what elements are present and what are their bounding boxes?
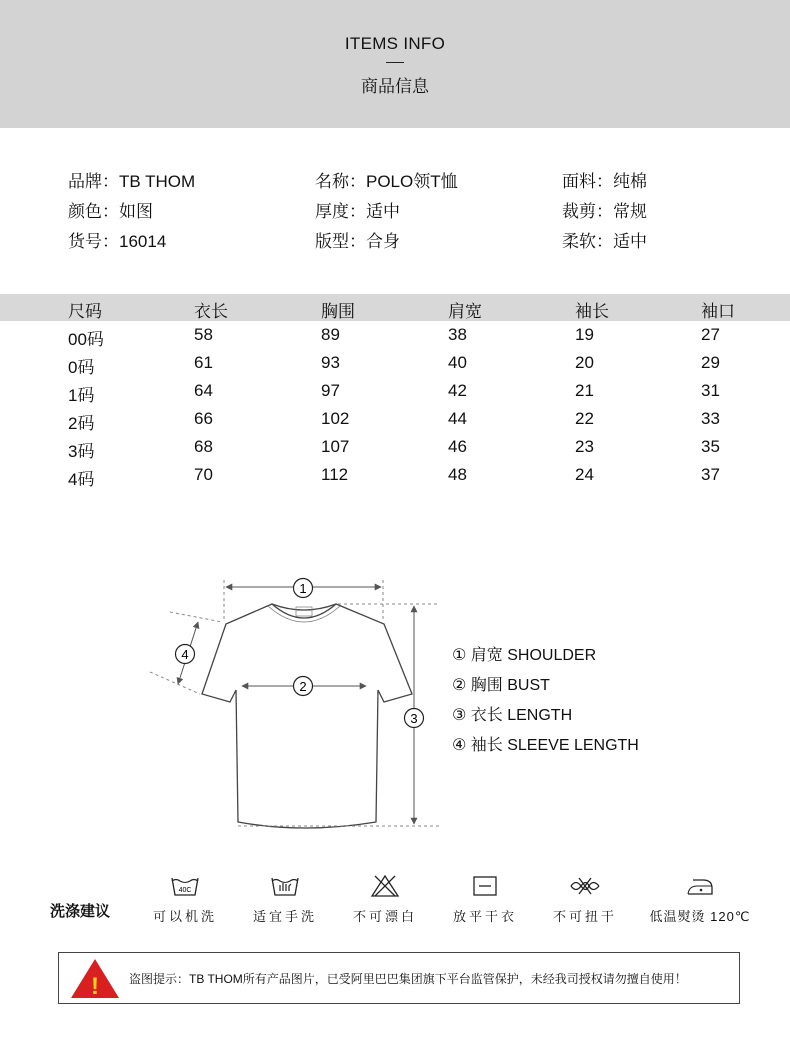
header-title-cn: 商品信息	[361, 77, 429, 96]
size-table-size-cell: 00码	[68, 330, 104, 349]
size-table-value-cell: 33	[701, 409, 720, 428]
copyright-warning	[58, 952, 740, 1004]
wash-item-iron	[640, 874, 760, 925]
size-table-value-cell: 23	[575, 437, 594, 456]
size-table-value-cell: 24	[575, 465, 594, 484]
machine-wash-40c-icon	[170, 874, 200, 898]
warning-icon	[67, 955, 123, 1001]
size-table-header-cell: 胸围	[321, 302, 355, 321]
label-tag	[296, 607, 312, 616]
size-table-value-cell: 31	[701, 381, 720, 400]
size-table-value-cell: 22	[575, 409, 594, 428]
size-table-value-cell: 38	[448, 325, 467, 344]
svg-text:1: 1	[299, 581, 307, 596]
measurement-diagram	[0, 560, 790, 850]
marker-4	[176, 645, 195, 664]
wash-item-wring	[530, 874, 640, 925]
info-color: 颜色：如图	[68, 202, 153, 221]
size-table-value-cell: 27	[701, 325, 720, 344]
wash-item-dry-flat	[430, 874, 540, 925]
size-table-value-cell: 46	[448, 437, 467, 456]
info-name: 名称：POLO领T恤	[315, 172, 458, 191]
size-table-size-cell: 3码	[68, 442, 95, 461]
wash-label-wring: 不可扭干	[552, 909, 617, 924]
size-table-value-cell: 42	[448, 381, 467, 400]
header-title-en: ITEMS INFO	[344, 34, 446, 53]
info-brand: 品牌：TB THOM	[68, 172, 196, 191]
marker-2	[294, 677, 313, 696]
size-table-value-cell: 44	[448, 409, 467, 428]
page-header	[0, 0, 790, 128]
legend-bust: ② 胸围 BUST	[452, 677, 550, 694]
no-bleach-icon	[370, 874, 400, 898]
size-table-header-cell: 尺码	[68, 302, 102, 321]
size-table-value-cell: 21	[575, 381, 594, 400]
iron-low-icon	[685, 874, 715, 898]
size-table-value-cell: 93	[321, 353, 340, 372]
wash-label-hand: 适宜手洗	[252, 909, 317, 924]
wash-label-iron: 低温熨烫 120℃	[649, 909, 751, 924]
wash-item-bleach	[330, 874, 440, 925]
tumble-dry-flat-icon	[470, 874, 500, 898]
info-thickness: 厚度：适中	[315, 202, 400, 221]
size-table-size-cell: 2码	[68, 414, 95, 433]
marker-1	[294, 579, 313, 598]
svg-text:40C: 40C	[178, 887, 192, 894]
svg-text:2: 2	[299, 679, 307, 694]
size-table-value-cell: 97	[321, 381, 340, 400]
size-table-value-cell: 37	[701, 465, 720, 484]
hand-wash-icon	[270, 874, 300, 898]
svg-text:3: 3	[410, 711, 418, 726]
size-table-value-cell: 64	[194, 381, 213, 400]
legend-length: ③ 衣长 LENGTH	[452, 707, 573, 724]
size-table-header-cell: 衣长	[194, 302, 228, 321]
info-item-number: 货号：16014	[68, 232, 167, 251]
wash-label-machine: 可以机洗	[152, 909, 217, 924]
tshirt-diagram	[0, 560, 790, 850]
size-table-size-cell: 4码	[68, 470, 95, 489]
wash-label-bleach: 不可漂白	[352, 909, 417, 924]
size-table-value-cell: 70	[194, 465, 213, 484]
size-table-value-cell: 61	[194, 353, 213, 372]
marker-3	[405, 709, 424, 728]
wash-label-dry-flat: 放平干衣	[452, 909, 517, 924]
size-table-header-cell: 肩宽	[448, 302, 482, 321]
size-table-value-cell: 48	[448, 465, 467, 484]
size-table-value-cell: 29	[701, 353, 720, 372]
size-table-value-cell: 20	[575, 353, 594, 372]
svg-text:!: !	[91, 973, 99, 1000]
size-table-size-cell: 0码	[68, 358, 95, 377]
size-table-value-cell: 89	[321, 325, 340, 344]
size-table-value-cell: 112	[321, 465, 349, 484]
legend-shoulder: ① 肩宽 SHOULDER	[452, 647, 597, 664]
size-table-value-cell: 19	[575, 325, 594, 344]
size-table-header-cell: 袖长	[575, 302, 609, 321]
no-wring-icon	[568, 874, 602, 898]
legend-sleeve-length: ④ 袖长 SLEEVE LENGTH	[452, 737, 639, 754]
size-table-size-cell: 1码	[68, 386, 95, 405]
size-table-value-cell: 107	[321, 437, 350, 456]
size-table-value-cell: 66	[194, 409, 213, 428]
size-table-value-cell: 35	[701, 437, 720, 456]
size-table-value-cell: 68	[194, 437, 213, 456]
size-table-value-cell: 102	[321, 409, 350, 428]
header-divider	[386, 62, 404, 63]
tshirt-outline	[202, 604, 412, 828]
size-table-value-cell: 58	[194, 325, 213, 344]
size-table-value-cell: 40	[448, 353, 467, 372]
size-table-header-cell: 袖口	[701, 302, 735, 321]
wash-item-machine	[130, 874, 240, 925]
wash-title: 洗涤建议	[50, 903, 111, 920]
warning-text: 盗图提示：TB THOM所有产品图片，已受阿里巴巴集团旗下平台监管保护，未经我司授权请勿擅自使用！	[129, 972, 687, 986]
info-softness: 柔软：适中	[562, 232, 647, 251]
info-fit: 版型：合身	[315, 232, 400, 251]
svg-text:4: 4	[181, 647, 189, 662]
info-cut: 裁剪：常规	[562, 202, 647, 221]
info-fabric: 面料：纯棉	[562, 172, 647, 191]
wash-item-hand	[230, 874, 340, 925]
size-table-header-bar	[0, 294, 790, 321]
